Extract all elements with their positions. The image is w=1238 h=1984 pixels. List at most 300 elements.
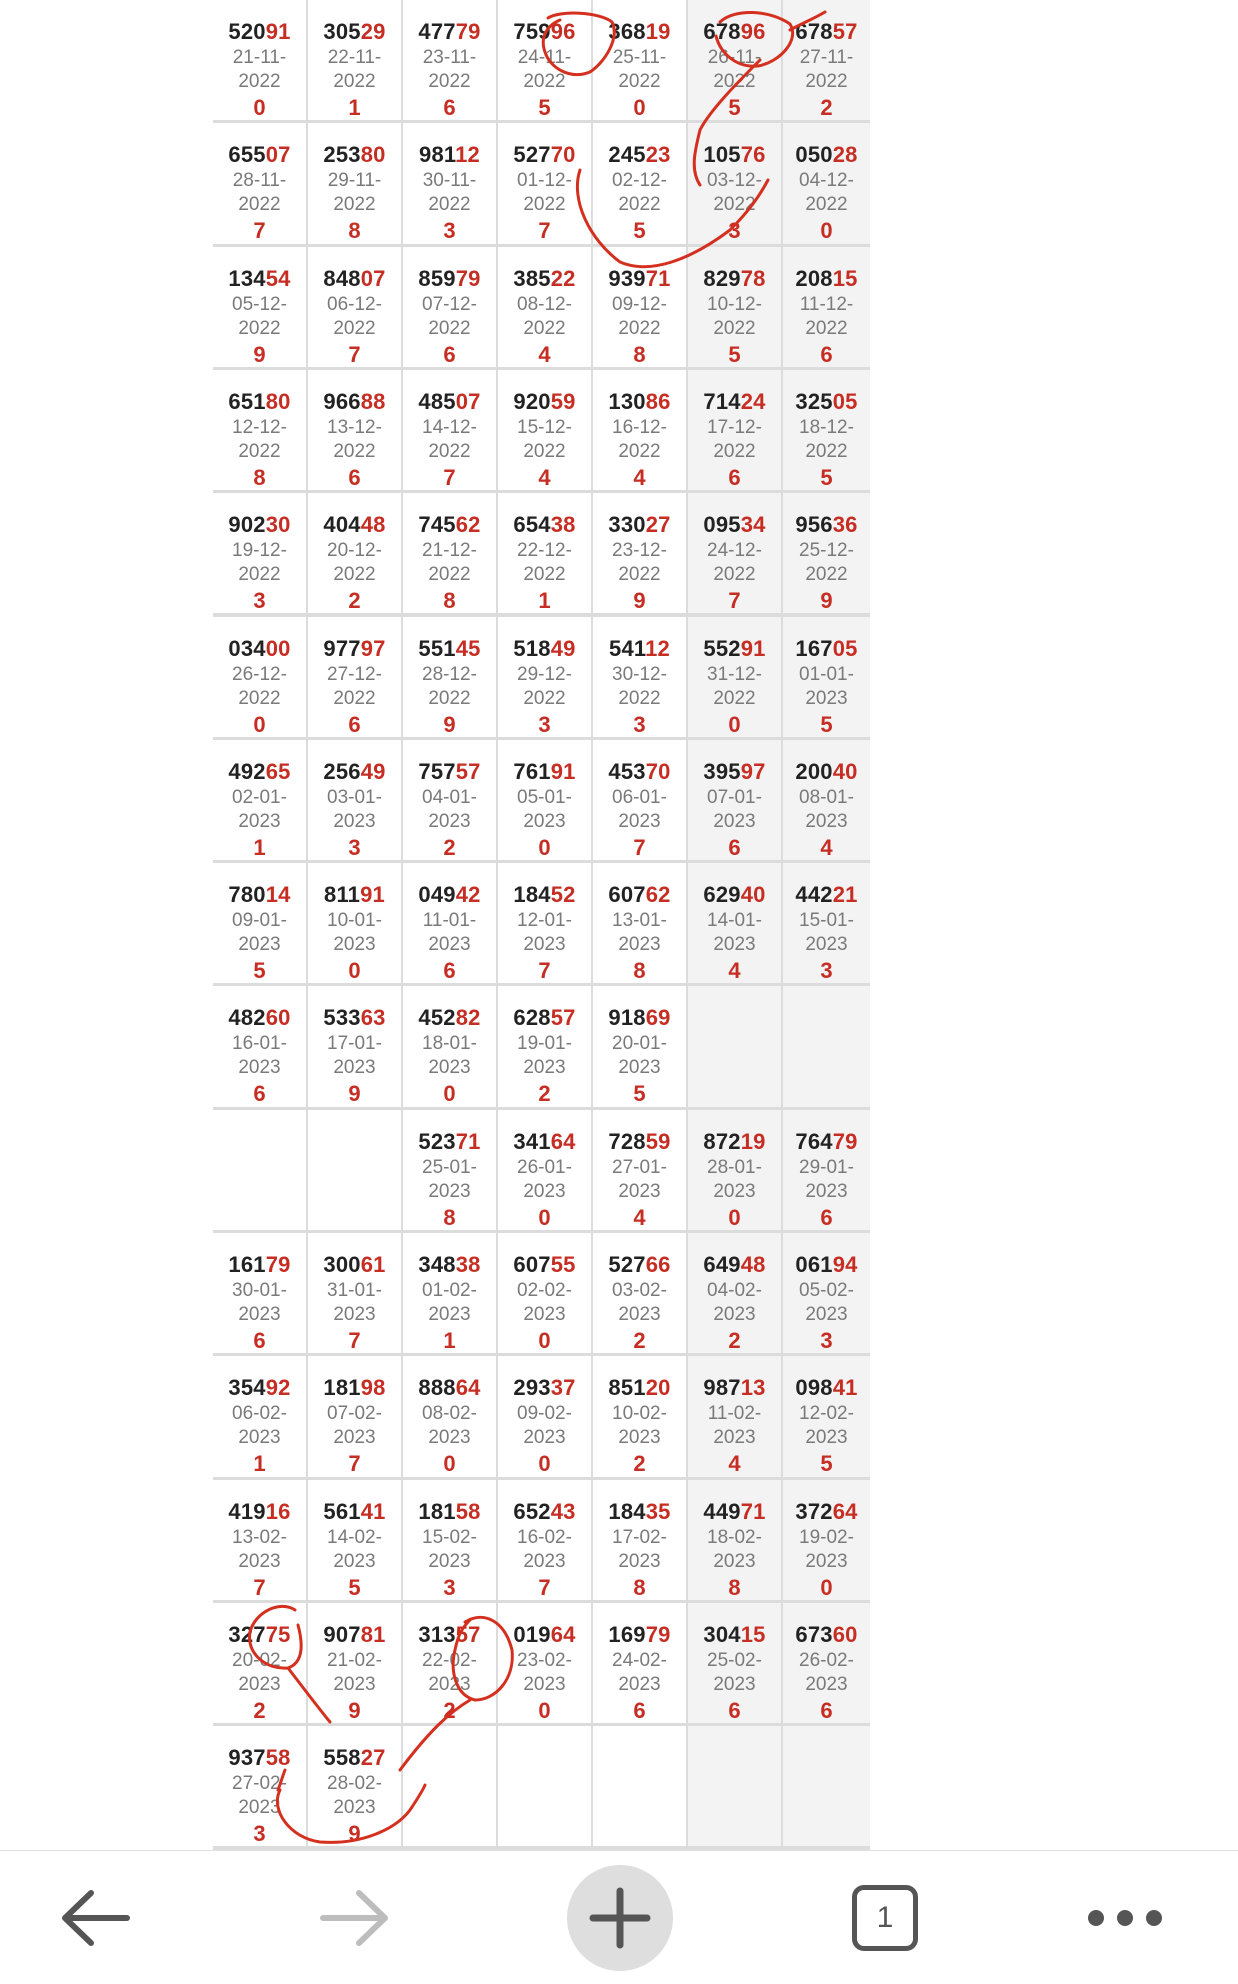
empty-cell	[783, 986, 870, 1106]
result-date-year: 2023	[238, 1797, 281, 1819]
number-prefix: 095	[703, 512, 741, 538]
result-cell	[498, 493, 591, 613]
result-digit: 4	[633, 464, 646, 490]
result-date-daymonth: 18-12-	[799, 416, 854, 438]
result-date-year: 2023	[428, 1427, 471, 1449]
number-prefix: 449	[703, 1498, 741, 1524]
result-date-daymonth: 08-02-	[422, 1403, 477, 1425]
tab-switcher-button[interactable]	[835, 1851, 935, 1984]
result-cell	[498, 986, 591, 1106]
result-number	[213, 1621, 306, 1649]
result-cell	[498, 1480, 591, 1600]
result-digit: 6	[443, 341, 456, 367]
number-suffix: 21	[832, 882, 858, 908]
result-cell	[308, 123, 401, 243]
result-date-year: 2022	[428, 317, 471, 339]
result-date-daymonth: 16-02-	[517, 1526, 572, 1548]
number-suffix: 97	[740, 758, 766, 784]
number-prefix: 629	[703, 882, 741, 908]
number-prefix: 327	[228, 1621, 266, 1647]
result-cell	[403, 493, 496, 613]
result-cell	[403, 1110, 496, 1230]
result-date-daymonth: 16-12-	[612, 416, 667, 438]
result-number	[783, 1374, 870, 1402]
result-cell	[213, 247, 306, 367]
result-number	[403, 1004, 496, 1032]
number-suffix: 75	[265, 1621, 291, 1647]
result-cell	[403, 1356, 496, 1476]
result-cell	[308, 1480, 401, 1600]
result-cell	[783, 617, 870, 737]
result-date-year: 2023	[333, 1550, 376, 1572]
number-suffix: 27	[360, 1745, 386, 1771]
result-date-year: 2023	[805, 934, 848, 956]
result-cell	[688, 123, 781, 243]
result-digit: 3	[253, 588, 266, 614]
number-suffix: 57	[455, 758, 481, 784]
result-number	[308, 141, 401, 169]
result-digit: 7	[348, 1451, 361, 1477]
result-digit: 2	[443, 1697, 456, 1723]
result-date-daymonth: 14-12-	[422, 416, 477, 438]
result-date-year: 2023	[618, 1304, 661, 1325]
result-number	[308, 1004, 401, 1032]
result-date-year: 2022	[713, 317, 756, 339]
result-date-daymonth: 18-01-	[422, 1033, 477, 1055]
result-date-year: 2023	[713, 1673, 756, 1695]
result-digit: 1	[253, 834, 266, 860]
result-date-daymonth: 21-02-	[327, 1649, 382, 1671]
result-digit: 9	[253, 341, 266, 367]
number-suffix: 52	[550, 882, 576, 908]
result-date-year: 2023	[523, 1550, 566, 1572]
number-suffix: 66	[645, 1252, 671, 1277]
result-digit: 7	[538, 958, 551, 984]
number-suffix: 70	[645, 758, 671, 784]
result-date-daymonth: 02-02-	[517, 1280, 572, 1301]
result-digit: 7	[728, 588, 741, 614]
result-number	[783, 511, 870, 539]
result-number	[308, 1744, 401, 1772]
result-cell	[593, 863, 686, 983]
result-date-year: 2022	[713, 564, 756, 586]
result-date-daymonth: 14-01-	[707, 910, 762, 932]
result-number	[213, 635, 306, 663]
result-digit: 0	[538, 1697, 551, 1723]
result-cell	[593, 1233, 686, 1353]
back-button[interactable]	[40, 1851, 150, 1984]
number-suffix: 96	[550, 19, 576, 44]
result-number	[593, 1128, 686, 1156]
result-digit: 3	[538, 711, 551, 737]
result-number	[593, 265, 686, 293]
number-suffix: 45	[455, 635, 481, 661]
result-date-year: 2022	[805, 564, 848, 586]
number-prefix: 404	[323, 512, 361, 538]
result-date-daymonth: 09-12-	[612, 293, 667, 315]
result-digit: 0	[538, 1451, 551, 1477]
result-cell	[688, 1233, 781, 1353]
result-digit: 8	[633, 958, 646, 984]
arrow-right-icon	[315, 1883, 395, 1953]
number-suffix: 62	[645, 882, 671, 908]
result-date-daymonth: 24-12-	[707, 540, 762, 562]
number-prefix: 105	[703, 142, 741, 168]
result-date-year: 2023	[428, 1550, 471, 1572]
result-date-daymonth: 30-11-	[422, 170, 477, 192]
number-prefix: 161	[228, 1252, 266, 1277]
new-tab-button[interactable]	[565, 1851, 675, 1984]
result-digit: 8	[633, 341, 646, 367]
result-number	[783, 1621, 870, 1649]
number-prefix: 652	[513, 1498, 551, 1524]
number-prefix: 981	[419, 142, 456, 168]
result-date-daymonth: 03-02-	[612, 1280, 667, 1301]
result-digit: 9	[348, 1081, 361, 1107]
result-number	[593, 1498, 686, 1526]
result-digit: 6	[443, 95, 456, 120]
number-suffix: 12	[455, 142, 480, 168]
result-number	[783, 635, 870, 663]
number-suffix: 64	[832, 1498, 858, 1524]
number-prefix: 341	[513, 1128, 551, 1154]
result-cell	[213, 617, 306, 737]
result-cell	[593, 370, 686, 490]
number-prefix: 208	[795, 265, 833, 291]
number-suffix: 19	[645, 19, 671, 44]
number-suffix: 07	[360, 265, 386, 291]
result-digit: 0	[820, 218, 833, 244]
result-date-daymonth: 25-11-	[612, 47, 667, 68]
result-number	[783, 881, 870, 909]
empty-cell	[688, 1726, 781, 1846]
result-cell	[403, 0, 496, 120]
empty-cell	[783, 1726, 870, 1846]
number-prefix: 607	[608, 882, 646, 908]
number-prefix: 937	[228, 1745, 266, 1771]
result-date-year: 2023	[805, 810, 848, 832]
number-prefix: 482	[228, 1005, 266, 1031]
result-number	[593, 1374, 686, 1402]
menu-button[interactable]	[1075, 1851, 1175, 1984]
result-cell	[213, 0, 306, 120]
result-date-daymonth: 11-02-	[707, 1403, 762, 1425]
result-date-daymonth: 15-12-	[517, 416, 572, 438]
number-suffix: 60	[832, 1621, 858, 1647]
result-number	[213, 1498, 306, 1526]
result-date-daymonth: 11-12-	[799, 293, 854, 315]
result-number	[593, 511, 686, 539]
number-suffix: 58	[265, 1745, 291, 1771]
result-cell	[498, 123, 591, 243]
result-cell	[498, 740, 591, 860]
number-prefix: 348	[418, 1252, 456, 1277]
result-cell	[688, 740, 781, 860]
result-date-daymonth: 07-01-	[707, 786, 762, 808]
result-date-daymonth: 05-01-	[517, 786, 572, 808]
result-number	[498, 1621, 591, 1649]
result-cell	[213, 1603, 306, 1723]
result-digit: 0	[253, 711, 266, 737]
result-date-year: 2023	[238, 1427, 281, 1449]
result-cell	[688, 1110, 781, 1230]
result-number	[783, 1498, 870, 1526]
number-prefix: 848	[323, 265, 361, 291]
number-suffix: 30	[265, 512, 291, 538]
number-suffix: 57	[455, 1621, 481, 1647]
number-suffix: 13	[740, 1375, 766, 1401]
result-cell	[403, 1233, 496, 1353]
result-number	[498, 388, 591, 416]
result-date-year: 2023	[523, 1057, 566, 1079]
number-suffix: 15	[832, 265, 858, 291]
number-prefix: 552	[703, 635, 741, 661]
number-prefix: 761	[513, 758, 551, 784]
result-digit: 6	[728, 1697, 741, 1723]
result-number	[783, 141, 870, 169]
result-date-daymonth: 03-12-	[707, 170, 762, 192]
result-digit: 9	[820, 588, 833, 614]
result-number	[403, 635, 496, 663]
result-cell	[213, 740, 306, 860]
result-date-daymonth: 31-12-	[707, 663, 762, 685]
number-suffix: 57	[832, 19, 858, 44]
result-date-daymonth: 10-02-	[612, 1403, 667, 1425]
result-number	[308, 388, 401, 416]
result-digit: 4	[538, 464, 551, 490]
number-prefix: 757	[418, 758, 456, 784]
number-suffix: 76	[740, 142, 766, 168]
result-date-daymonth: 28-01-	[707, 1156, 762, 1178]
result-digit: 6	[820, 341, 833, 367]
result-date-daymonth: 04-02-	[707, 1280, 762, 1301]
result-cell	[403, 1603, 496, 1723]
result-cell	[783, 493, 870, 613]
number-prefix: 098	[795, 1375, 833, 1401]
number-prefix: 851	[608, 1375, 646, 1401]
result-cell	[688, 617, 781, 737]
number-prefix: 654	[513, 512, 551, 538]
number-suffix: 00	[265, 635, 291, 661]
result-date-daymonth: 21-11-	[232, 47, 287, 68]
number-prefix: 518	[513, 635, 551, 661]
result-cell	[403, 986, 496, 1106]
result-number	[403, 1251, 496, 1279]
result-digit: 6	[633, 1697, 646, 1723]
result-digit: 3	[633, 711, 646, 737]
number-prefix: 745	[418, 512, 456, 538]
result-date-year: 2022	[805, 194, 848, 216]
number-prefix: 956	[795, 512, 833, 538]
result-number	[213, 1004, 306, 1032]
result-cell	[593, 493, 686, 613]
result-digit: 6	[253, 1328, 266, 1353]
result-cell	[213, 986, 306, 1106]
result-number	[688, 881, 781, 909]
result-cell	[498, 1110, 591, 1230]
result-cell	[213, 493, 306, 613]
result-number	[498, 1374, 591, 1402]
result-number	[213, 511, 306, 539]
number-prefix: 330	[608, 512, 646, 538]
result-number	[498, 758, 591, 786]
number-suffix: 78	[740, 265, 766, 291]
result-date-daymonth: 24-02-	[612, 1649, 667, 1671]
result-cell	[688, 493, 781, 613]
result-date-daymonth: 03-01-	[327, 786, 382, 808]
empty-cell	[498, 1726, 591, 1846]
result-date-year: 2023	[713, 1550, 756, 1572]
number-prefix: 651	[228, 388, 266, 414]
number-prefix: 607	[513, 1252, 551, 1277]
result-date-daymonth: 10-01-	[327, 910, 382, 932]
result-number	[213, 758, 306, 786]
result-digit: 8	[348, 218, 361, 244]
number-prefix: 628	[513, 1005, 551, 1031]
number-suffix: 92	[265, 1375, 291, 1401]
number-prefix: 492	[228, 758, 266, 784]
number-prefix: 354	[228, 1375, 266, 1401]
result-number	[213, 388, 306, 416]
result-date-daymonth: 22-02-	[422, 1649, 477, 1671]
result-digit: 0	[443, 1081, 456, 1107]
result-date-daymonth: 26-02-	[799, 1649, 854, 1671]
result-cell	[593, 1480, 686, 1600]
result-date-year: 2023	[428, 934, 471, 956]
browser-bottom-toolbar	[0, 1850, 1238, 1984]
result-date-year: 2023	[805, 1550, 848, 1572]
result-date-year: 2022	[333, 71, 376, 92]
number-prefix: 678	[795, 19, 833, 44]
number-prefix: 368	[608, 19, 646, 44]
result-date-year: 2023	[618, 1427, 661, 1449]
result-date-daymonth: 26-12-	[232, 663, 287, 685]
result-cell	[783, 1110, 870, 1230]
result-date-year: 2022	[618, 564, 661, 586]
number-suffix: 65	[265, 758, 291, 784]
number-suffix: 43	[550, 1498, 576, 1524]
number-prefix: 966	[323, 388, 361, 414]
number-prefix: 558	[323, 1745, 361, 1771]
result-date-year: 2023	[333, 1057, 376, 1079]
result-date-daymonth: 18-02-	[707, 1526, 762, 1548]
result-number	[308, 1374, 401, 1402]
result-date-year: 2022	[523, 440, 566, 462]
result-digit: 6	[443, 958, 456, 984]
number-suffix: 22	[550, 265, 576, 291]
result-number	[403, 881, 496, 909]
number-prefix: 872	[703, 1128, 741, 1154]
number-suffix: 42	[455, 882, 481, 908]
result-date-year: 2023	[238, 1304, 281, 1325]
empty-cell	[593, 1726, 686, 1846]
result-cell	[308, 0, 401, 120]
result-date-year: 2022	[523, 194, 566, 216]
result-digit: 1	[253, 1451, 266, 1477]
number-suffix: 12	[645, 635, 670, 661]
number-prefix: 200	[795, 758, 833, 784]
result-number	[688, 141, 781, 169]
result-cell	[688, 863, 781, 983]
result-date-year: 2022	[428, 71, 471, 92]
number-prefix: 452	[418, 1005, 456, 1031]
result-date-daymonth: 22-12-	[517, 540, 572, 562]
result-cell	[593, 1603, 686, 1723]
result-number	[593, 1621, 686, 1649]
number-suffix: 79	[455, 19, 481, 44]
result-digit: 0	[538, 834, 551, 860]
result-cell	[403, 247, 496, 367]
result-digit: 8	[253, 464, 266, 490]
number-prefix: 305	[323, 19, 361, 44]
result-date-daymonth: 05-02-	[799, 1280, 854, 1301]
number-suffix: 62	[455, 512, 481, 538]
result-cell	[308, 740, 401, 860]
result-date-year: 2023	[523, 810, 566, 832]
result-date-year: 2023	[428, 1180, 471, 1202]
number-suffix: 91	[740, 635, 766, 661]
result-cell	[783, 247, 870, 367]
result-cell	[498, 0, 591, 120]
result-number	[498, 1004, 591, 1032]
forward-button[interactable]	[300, 1851, 410, 1984]
number-prefix: 300	[323, 1252, 361, 1277]
result-digit: 7	[253, 1574, 266, 1600]
result-cell	[688, 370, 781, 490]
number-suffix: 81	[360, 1621, 386, 1647]
result-date-year: 2022	[618, 71, 661, 92]
number-prefix: 049	[418, 882, 456, 908]
result-date-daymonth: 17-01-	[327, 1033, 382, 1055]
result-date-year: 2023	[333, 810, 376, 832]
result-digit: 5	[348, 1574, 361, 1600]
number-suffix: 61	[360, 1252, 386, 1277]
result-number	[403, 1621, 496, 1649]
result-number	[308, 758, 401, 786]
arrow-left-icon	[55, 1883, 135, 1953]
result-number	[213, 1251, 306, 1279]
result-cell	[783, 123, 870, 243]
number-prefix: 253	[323, 142, 361, 168]
result-number	[688, 758, 781, 786]
result-date-daymonth: 20-12-	[327, 540, 382, 562]
result-number	[498, 511, 591, 539]
number-prefix: 442	[795, 882, 833, 908]
number-prefix: 939	[608, 265, 646, 291]
result-number	[213, 18, 306, 46]
result-number	[308, 1498, 401, 1526]
result-date-year: 2023	[238, 1057, 281, 1079]
result-digit: 7	[633, 834, 646, 860]
empty-cell	[403, 1726, 496, 1846]
result-digit: 4	[820, 834, 833, 860]
result-cell	[308, 370, 401, 490]
result-number	[688, 265, 781, 293]
number-suffix: 71	[455, 1128, 481, 1154]
number-suffix: 35	[645, 1498, 671, 1524]
result-digit: 3	[253, 1821, 266, 1847]
result-cell	[688, 0, 781, 120]
number-suffix: 64	[455, 1375, 481, 1401]
result-number	[783, 388, 870, 416]
result-date-daymonth: 04-12-	[799, 170, 854, 192]
result-digit: 5	[728, 95, 741, 120]
result-date-daymonth: 17-12-	[707, 416, 762, 438]
result-number	[688, 511, 781, 539]
result-digit: 7	[538, 1574, 551, 1600]
result-digit: 4	[728, 958, 741, 984]
result-digit: 3	[820, 958, 833, 984]
